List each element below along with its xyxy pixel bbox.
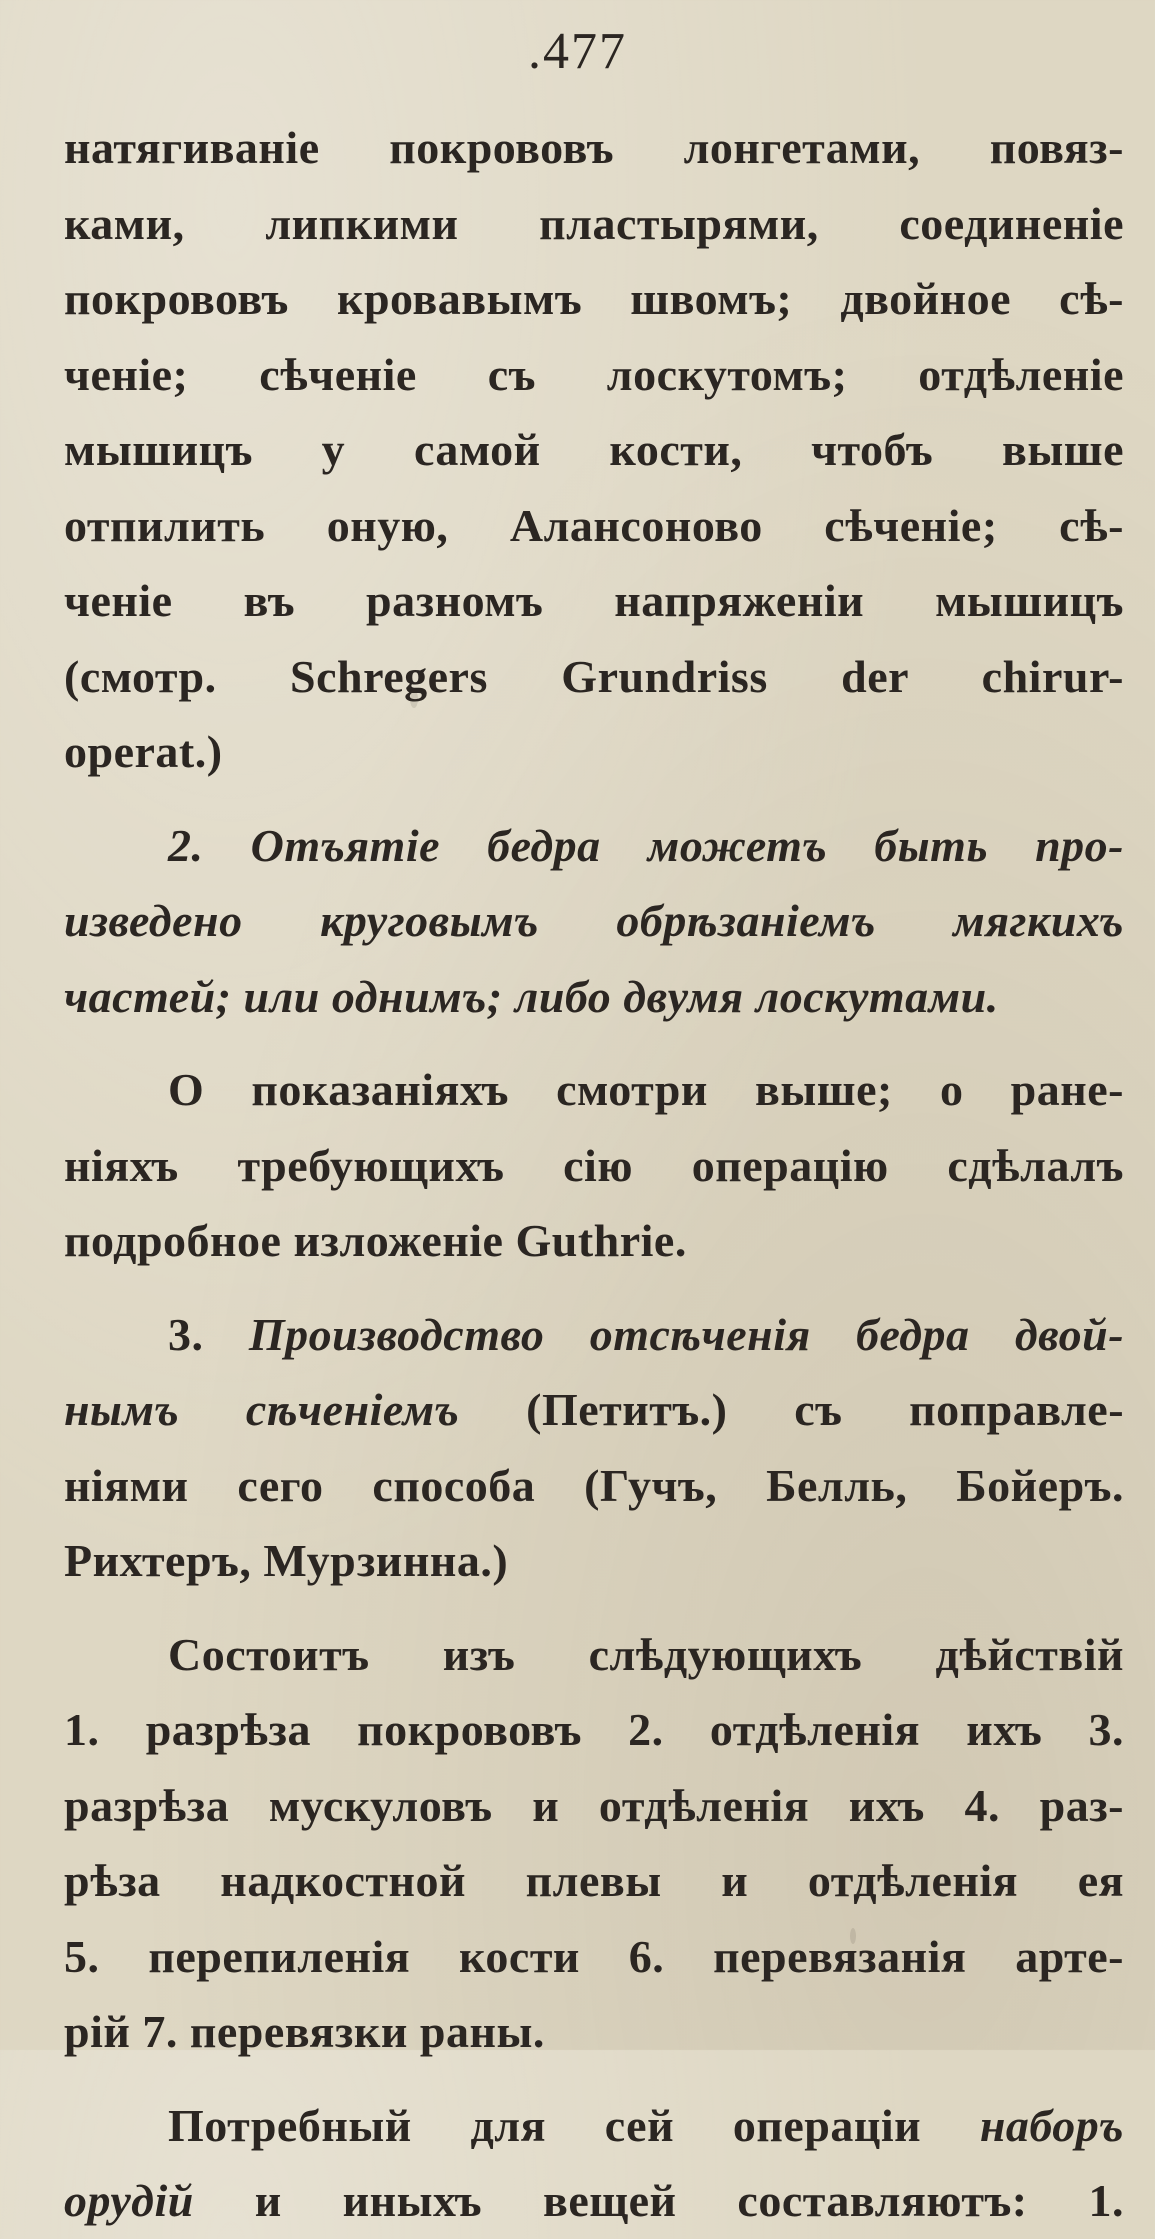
paper-smudge: [850, 1928, 856, 1944]
body-text: [64, 110, 1124, 2239]
text-line: ніяхъ требующихъ сію операцію сдѣлалъ: [64, 1139, 1124, 1191]
italic-line: изведено круговымъ обрѣзаніемъ мягкихъ: [64, 895, 1124, 946]
text-line: рій 7. перевязки раны.: [64, 2006, 545, 2057]
text-fragment: Потребный для сей операціи: [168, 2099, 922, 2151]
text-line: [64, 1297, 1124, 1373]
text-line: Состоитъ изъ слѣдующихъ дѣйствій: [168, 1628, 1124, 1680]
paper-smudge: [410, 690, 418, 708]
text-fragment: и иныхъ вещей составляютъ: 1.: [254, 2175, 1124, 2226]
text-line: 5. перепиленія кости 6. перевязанія арте-: [64, 1930, 1124, 1982]
text-line: разрѣза мускуловъ и отдѣленія ихъ 4. раз-: [64, 1779, 1124, 1831]
text-line: покрововъ кровавымъ швомъ; двойное сѣ-: [64, 273, 1124, 324]
text-line: 1. разрѣза покрововъ 2. отдѣленія ихъ 3.: [64, 1704, 1124, 1755]
text-line: ками, липкими пластырями, соединеніе: [64, 197, 1124, 249]
italic-heading: Производство отсѣченія бедра двой-: [248, 1308, 1125, 1360]
text-line: отпилить оную, Алансоново сѣченіе; сѣ-: [64, 499, 1124, 551]
italic-line: 2. Отъятіе бедра можетъ быть про-: [168, 819, 1124, 871]
section-number: 3.: [168, 1308, 204, 1360]
italic-word: наборъ: [979, 2099, 1124, 2151]
italic-line: частей; или однимъ; либо двумя лоскутами.: [64, 970, 999, 1022]
text-line: operat.): [64, 726, 223, 777]
text-line: ченіе въ разномъ напряженіи мышицъ: [64, 575, 1124, 626]
text-line: мышицъ у самой кости, чтобъ выше: [64, 424, 1124, 475]
text-line: подробное изложеніе Guthrie.: [64, 1215, 687, 1266]
text-line: О показаніяхъ смотри выше; о ране-: [168, 1064, 1124, 1115]
text-line: [64, 2088, 1124, 2164]
text-line: ченіе; сѣченіе съ лоскутомъ; отдѣленіе: [64, 348, 1124, 400]
italic-heading: нымъ сѣченіемъ: [64, 1384, 460, 1435]
text-line: [64, 1372, 1124, 1448]
page-number: .477: [528, 23, 627, 80]
text-line: (смотр. Schregers Grundriss der chirur-: [64, 650, 1124, 702]
text-line: натягиваніе покрововъ лонгетами, повяз-: [64, 122, 1124, 173]
italic-word: орудій: [64, 2175, 194, 2226]
text-line: [64, 2163, 1124, 2239]
text-line: Рихтеръ, Мурзинна.): [64, 1535, 509, 1586]
text-line: рѣза надкостной плевы и отдѣленія ея: [64, 1855, 1124, 1906]
text-line: ніями сего способа (Гучъ, Белль, Бойеръ.: [64, 1459, 1124, 1511]
text-fragment: (Петитъ.) съ поправле-: [526, 1384, 1125, 1435]
